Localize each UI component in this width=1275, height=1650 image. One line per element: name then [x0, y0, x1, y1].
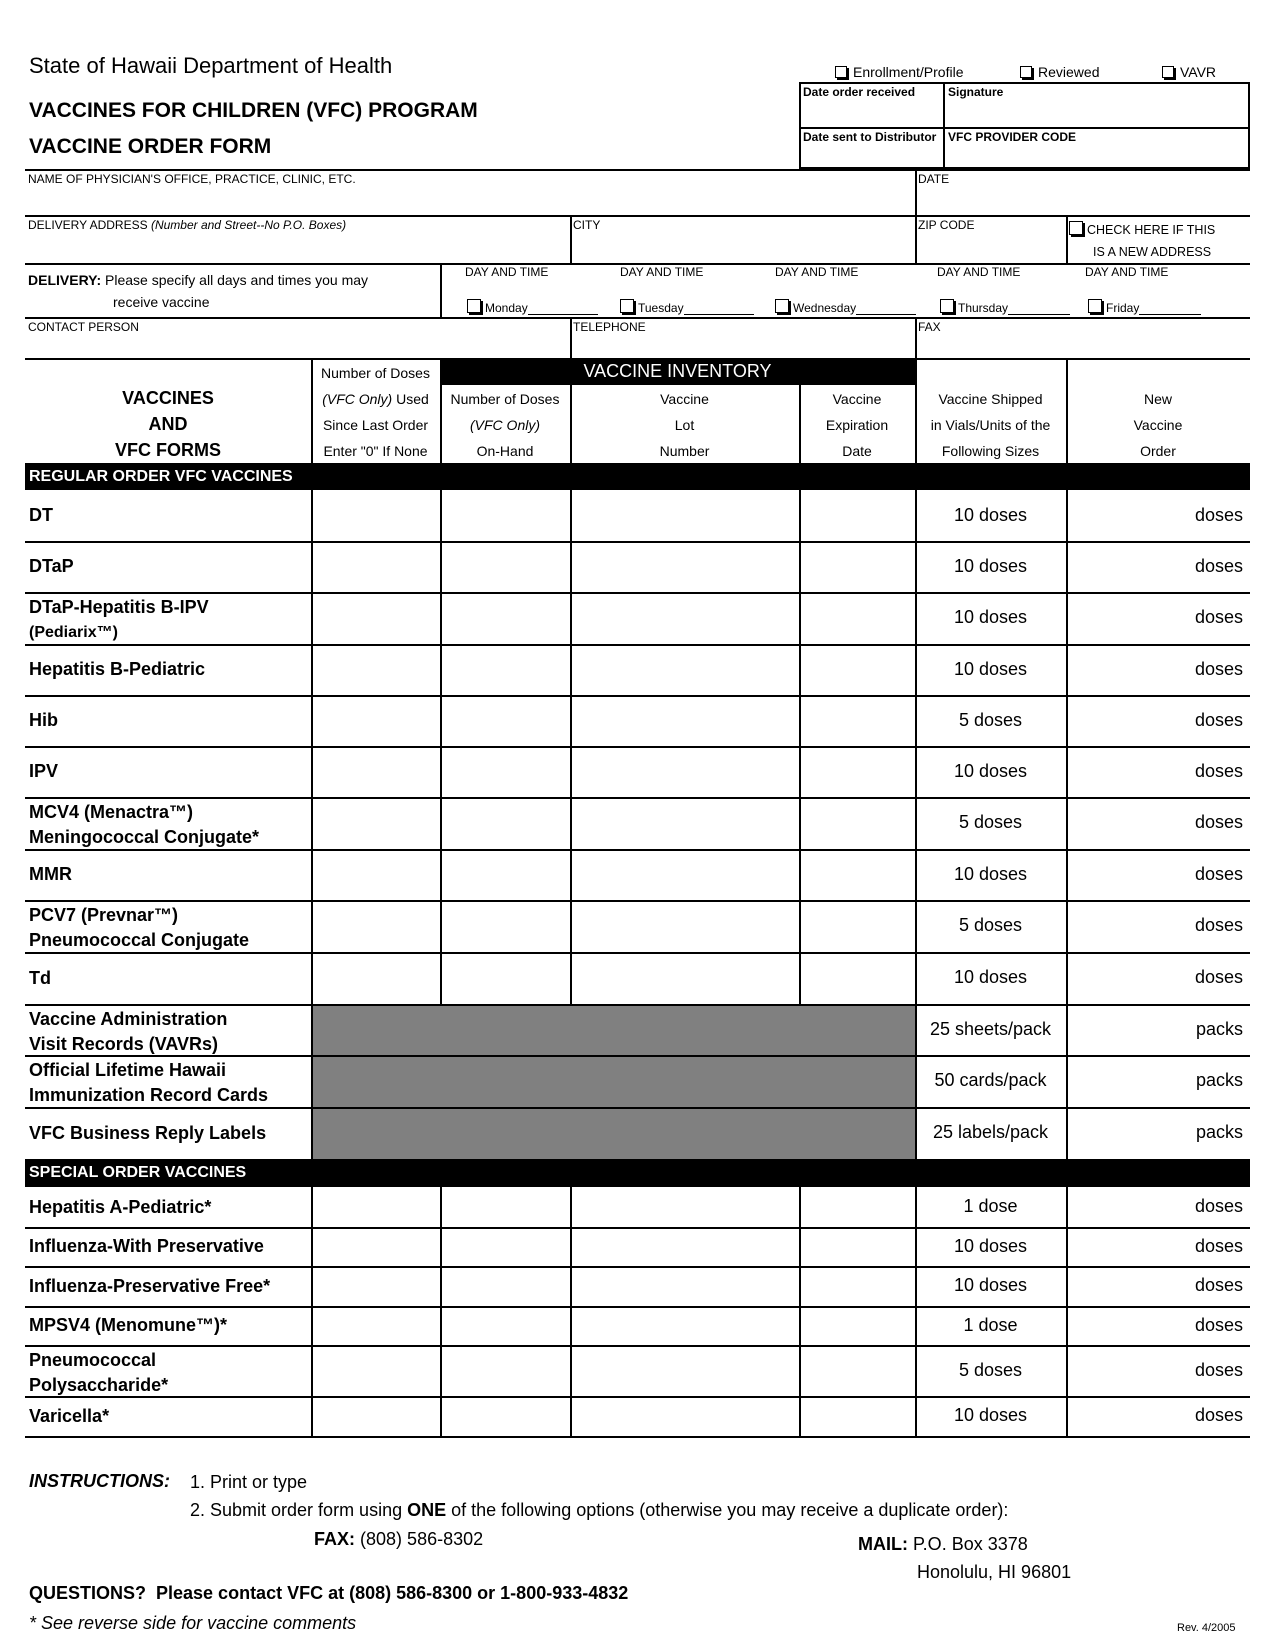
new-order-input[interactable]: doses [1194, 709, 1243, 730]
agency-name: State of Hawaii Department of Health [29, 53, 393, 78]
enrollment-label: Enrollment/Profile [853, 64, 964, 80]
enrollment-checkbox[interactable] [835, 64, 964, 80]
shipped-size: 5 doses [958, 812, 1023, 832]
vaccine-name [29, 1007, 227, 1057]
new-order-input[interactable]: packs [1195, 1122, 1243, 1142]
delivery-instructions [28, 269, 368, 313]
day-time-label: DAY AND TIME [1085, 265, 1169, 279]
shipped-size: 10 doses [953, 504, 1028, 525]
instructions-label: INSTRUCTIONS: [29, 1471, 170, 1491]
vaccine-name-line: MCV4 (Menactra™) [29, 802, 194, 822]
header-line: Expiration [825, 417, 889, 433]
doses-used-cell[interactable] [313, 1229, 439, 1265]
doses-onhand-cell[interactable] [442, 1268, 569, 1305]
doses-onhand-cell[interactable] [442, 748, 569, 796]
provider-code-field[interactable]: VFC PROVIDER CODE [948, 130, 1077, 144]
checkbox-icon [835, 66, 847, 78]
vaccine-name-line: Official Lifetime Hawaii [29, 1060, 227, 1080]
new-order-input[interactable]: doses [1194, 1275, 1243, 1295]
doses-used-cell[interactable] [313, 954, 439, 1003]
doses-onhand-cell[interactable] [442, 543, 569, 591]
new-order-input[interactable]: doses [1194, 760, 1243, 781]
date-field[interactable]: DATE [918, 172, 950, 186]
header-line: (VFC Only) [322, 391, 393, 407]
new-order-input[interactable]: doses [1194, 658, 1243, 679]
doses-onhand-cell[interactable] [442, 697, 569, 745]
header-line: in Vials/Units of the [930, 417, 1051, 433]
doses-used-cell[interactable] [313, 1398, 439, 1435]
new-order-input[interactable]: doses [1194, 607, 1243, 627]
shipped-size: 5 doses [958, 709, 1023, 730]
lot-number-cell[interactable] [572, 646, 798, 694]
vaccine-name [29, 1404, 109, 1429]
vaccine-name [29, 1195, 211, 1220]
expiration-date-cell[interactable] [801, 799, 914, 848]
checkbox-icon [1020, 66, 1032, 78]
mail-instruction [858, 1530, 1071, 1586]
lot-number-header [570, 386, 799, 464]
doses-onhand-cell[interactable] [442, 594, 569, 643]
vaccine-name [29, 1058, 268, 1108]
tuesday-checkbox[interactable] [620, 299, 754, 315]
day-time-label: DAY AND TIME [465, 265, 549, 279]
lot-number-cell[interactable] [572, 1268, 798, 1305]
expiration-date-cell[interactable] [801, 594, 914, 643]
lot-number-cell[interactable] [572, 1398, 798, 1435]
lot-number-cell[interactable] [572, 954, 798, 1003]
shipped-size: 1 dose [963, 1196, 1018, 1216]
vaccine-name-line: Hepatitis A-Pediatric* [29, 1196, 212, 1217]
day-time-label: DAY AND TIME [620, 265, 704, 279]
header-line: On-Hand [476, 443, 534, 459]
fax-instruction [314, 1529, 483, 1550]
lot-number-cell[interactable] [572, 1308, 798, 1344]
vaccine-name [29, 1234, 264, 1259]
friday-checkbox[interactable] [1088, 299, 1201, 315]
day-time-label: DAY AND TIME [937, 265, 1021, 279]
regular-section-bar: REGULAR ORDER VFC VACCINES [25, 463, 1250, 490]
shipped-size: 10 doses [953, 1405, 1028, 1425]
expiration-date-cell[interactable] [801, 1347, 914, 1395]
new-order-input[interactable]: doses [1194, 812, 1243, 832]
vaccine-name-line: DTaP [29, 556, 74, 576]
header-line: New [1143, 391, 1172, 407]
expiration-date-cell[interactable] [801, 697, 914, 745]
city-field[interactable]: CITY [573, 218, 601, 232]
day-label: Wednesday [793, 301, 857, 315]
step2-c: of the following options (otherwise you may receive a duplicate order): [451, 1500, 1009, 1520]
special-section-bar: SPECIAL ORDER VACCINES [25, 1159, 1250, 1187]
expiration-date-cell[interactable] [801, 851, 914, 899]
vaccine-name-sub: Pneumococcal Conjugate [29, 930, 250, 950]
thursday-checkbox[interactable] [940, 299, 1070, 315]
monday-checkbox[interactable] [467, 299, 598, 315]
program-title: VACCINES FOR CHILDREN (VFC) PROGRAM [29, 99, 478, 122]
doses-used-cell[interactable] [313, 697, 439, 745]
vaccine-name-line: Hepatitis B-Pediatric [29, 659, 206, 679]
vaccine-name [29, 1313, 227, 1338]
vaccine-name-line: PCV7 (Prevnar™) [29, 905, 179, 925]
inventory-header: VACCINE INVENTORY [440, 358, 915, 385]
vaccine-name [29, 503, 53, 528]
doses-used-cell[interactable] [313, 646, 439, 694]
footnote: * See reverse side for vaccine comments [29, 1613, 357, 1633]
shipped-size: 10 doses [953, 1235, 1028, 1256]
expiration-date-cell[interactable] [801, 1398, 914, 1435]
lot-number-cell[interactable] [572, 1229, 798, 1265]
vaccine-name-line: Influenza-Preservative Free* [29, 1275, 271, 1296]
day-time-label: DAY AND TIME [775, 265, 859, 279]
doses-onhand-cell[interactable] [442, 851, 569, 899]
new-order-input[interactable]: doses [1194, 504, 1243, 525]
vaccine-name [29, 1274, 270, 1299]
new-address-label-2: IS A NEW ADDRESS [1093, 245, 1212, 259]
shipped-size: 10 doses [953, 863, 1028, 884]
header-line: Vaccine [832, 391, 882, 407]
doses-used-cell[interactable] [313, 594, 439, 643]
expiration-date-cell[interactable] [801, 492, 914, 540]
vavr-checkbox[interactable] [1162, 64, 1216, 80]
vaccines-column-header [25, 385, 311, 463]
new-order-header [1066, 386, 1250, 464]
new-address-checkbox[interactable] [1069, 219, 1215, 263]
shipped-size: 10 doses [953, 607, 1028, 627]
shipped-size: 10 doses [953, 760, 1028, 781]
doses-onhand-cell[interactable] [442, 646, 569, 694]
shipped-size: 5 doses [958, 915, 1023, 935]
vaccine-name-line: Hib [29, 710, 58, 730]
step2-b: ONE [407, 1500, 447, 1520]
forms-gray-block [311, 1004, 915, 1159]
expiration-date-cell[interactable] [801, 1229, 914, 1265]
lot-number-cell[interactable] [572, 697, 798, 745]
header-line: (VFC Only) [470, 417, 540, 433]
new-order-input[interactable]: doses [1194, 967, 1243, 987]
vaccine-name [29, 708, 58, 733]
doses-onhand-cell[interactable] [442, 1308, 569, 1344]
checkbox-icon [1088, 299, 1102, 313]
vaccine-name [29, 759, 58, 784]
step2-a: 2. Submit order form using [190, 1500, 403, 1520]
new-order-input[interactable]: doses [1194, 915, 1243, 935]
lot-number-cell[interactable] [572, 492, 798, 540]
expiration-date-cell[interactable] [801, 748, 914, 796]
header-line: Vaccine Shipped [938, 391, 1043, 407]
fax-label: FAX: [314, 1529, 356, 1549]
shipped-size: 10 doses [953, 658, 1028, 679]
vaccine-name-sub: Meningococcal Conjugate* [29, 827, 260, 847]
vaccine-name [29, 903, 249, 953]
delivery-address-field[interactable] [28, 218, 346, 232]
revision-note: Rev. 4/2005 [1177, 1622, 1236, 1634]
fax-field[interactable]: FAX [918, 320, 941, 334]
new-order-input[interactable]: packs [1195, 1018, 1243, 1039]
vaccine-name [29, 1121, 266, 1146]
doses-used-cell[interactable] [313, 1308, 439, 1344]
new-order-input[interactable]: doses [1194, 1405, 1243, 1425]
vaccine-name [29, 657, 205, 682]
vaccine-name-line: IPV [29, 761, 59, 781]
header-line: VACCINES [122, 388, 214, 408]
new-order-input[interactable]: doses [1194, 1314, 1243, 1335]
expiration-date-cell[interactable] [801, 902, 914, 951]
mail-label: MAIL: [858, 1534, 908, 1554]
zip-field[interactable]: ZIP CODE [918, 218, 975, 232]
shipped-size: 5 doses [958, 1359, 1023, 1380]
date-order-received-field[interactable]: Date order received [803, 85, 916, 99]
checkbox-icon [940, 299, 954, 313]
doses-used-cell[interactable] [313, 1189, 439, 1226]
checkbox-icon [467, 299, 481, 313]
doses-used-cell[interactable] [313, 902, 439, 951]
mail-line-1: P.O. Box 3378 [913, 1534, 1028, 1554]
doses-onhand-cell[interactable] [442, 954, 569, 1003]
checkbox-icon [620, 299, 634, 313]
header-line: Vaccine [1133, 417, 1183, 433]
doses-used-cell[interactable] [313, 1347, 439, 1395]
vaccine-name-sub: (Pediarix™) [29, 624, 118, 641]
new-order-input[interactable]: packs [1195, 1070, 1243, 1090]
wednesday-checkbox[interactable] [775, 299, 916, 315]
signature-field[interactable]: Signature [948, 85, 1004, 99]
vaccine-name [29, 1348, 168, 1398]
delivery-address-note: (Number and Street--No P.O. Boxes) [150, 218, 347, 232]
fax-number: (808) 586-8302 [360, 1529, 484, 1549]
date-sent-field[interactable]: Date sent to Distributor [803, 130, 937, 144]
vaccine-name-line: DT [29, 505, 53, 525]
lot-number-cell[interactable] [572, 851, 798, 899]
delivery-text-2: receive vaccine [113, 294, 210, 310]
header-line: Number of Doses [450, 391, 560, 407]
questions-contact: QUESTIONS? Please contact VFC at (808) 586-8300 or 1-800-933-4832 [29, 1583, 629, 1603]
vaccine-name-line: Influenza-With Preservative [29, 1236, 264, 1256]
doses-used-header [311, 360, 440, 464]
header-line: VFC FORMS [115, 440, 221, 460]
shipped-size: 1 dose [963, 1314, 1018, 1335]
header-line: Number [659, 443, 710, 459]
expiration-date-cell[interactable] [801, 543, 914, 591]
reviewed-label: Reviewed [1038, 64, 1100, 80]
expiration-date-cell[interactable] [801, 1189, 914, 1226]
lot-number-cell[interactable] [572, 1347, 798, 1395]
new-order-input[interactable]: doses [1194, 1359, 1243, 1380]
vaccine-name-line: Varicella* [29, 1405, 110, 1426]
delivery-label: DELIVERY: [28, 272, 102, 288]
instruction-step-1: 1. Print or type [190, 1472, 308, 1492]
lot-number-cell[interactable] [572, 748, 798, 796]
lot-number-cell[interactable] [572, 594, 798, 643]
day-label: Thursday [958, 301, 1009, 315]
new-order-input[interactable]: doses [1194, 1196, 1243, 1216]
expiration-date-cell[interactable] [801, 646, 914, 694]
shipped-size: 50 cards/pack [934, 1070, 1047, 1090]
delivery-address-label: DELIVERY ADDRESS [28, 218, 148, 232]
doses-onhand-cell[interactable] [442, 799, 569, 848]
shipped-size: 25 labels/pack [932, 1122, 1049, 1142]
expiration-date-cell[interactable] [801, 1268, 914, 1305]
header-line: Since Last Order [322, 417, 429, 433]
contact-person-field[interactable]: CONTACT PERSON [28, 320, 139, 334]
vavr-label: VAVR [1180, 64, 1217, 80]
vaccine-name [29, 554, 74, 579]
doses-onhand-header [440, 386, 570, 464]
vaccine-name-line: DTaP-Hepatitis B-IPV [29, 597, 209, 617]
header-line: Vaccine [660, 391, 709, 407]
lot-number-cell[interactable] [572, 543, 798, 591]
shipped-size: 10 doses [953, 555, 1028, 576]
doses-used-cell[interactable] [313, 1268, 439, 1305]
header-line: Used [396, 391, 429, 407]
doses-used-cell[interactable] [313, 492, 439, 540]
header-line: Number of Doses [321, 365, 430, 381]
header-line: Lot [674, 417, 695, 433]
vaccine-name [29, 966, 51, 991]
vaccine-name-sub: Visit Records (VAVRs) [29, 1034, 219, 1054]
shipped-size: 10 doses [953, 1275, 1028, 1295]
checkbox-icon [1162, 66, 1174, 78]
vaccine-name-line: VFC Business Reply Labels [29, 1122, 267, 1143]
mail-line-2: Honolulu, HI 96801 [917, 1562, 1072, 1582]
header-line: Following Sizes [941, 443, 1040, 459]
header-line: AND [148, 414, 188, 434]
doses-onhand-cell[interactable] [442, 902, 569, 951]
vaccine-name [29, 595, 209, 645]
telephone-field[interactable]: TELEPHONE [573, 320, 646, 334]
lot-number-cell[interactable] [572, 1189, 798, 1226]
checkbox-icon [1069, 221, 1083, 235]
new-order-input[interactable]: doses [1194, 555, 1243, 576]
header-line: Order [1140, 443, 1176, 459]
doses-used-cell[interactable] [313, 799, 439, 848]
delivery-text-1: Please specify all days and times you may [105, 272, 369, 288]
vaccine-name-sub: Polysaccharide* [29, 1375, 169, 1395]
expiration-date-cell[interactable] [801, 954, 914, 1003]
day-label: Friday [1106, 301, 1140, 315]
vaccine-name-line: Pneumococcal [29, 1350, 157, 1370]
doses-used-cell[interactable] [313, 543, 439, 591]
shipped-size: 10 doses [953, 967, 1028, 987]
doses-onhand-cell[interactable] [442, 1398, 569, 1435]
vaccine-name-line: MMR [29, 864, 72, 884]
reviewed-checkbox[interactable] [1020, 64, 1099, 80]
lot-number-cell[interactable] [572, 799, 798, 848]
expiration-date-cell[interactable] [801, 1308, 914, 1344]
doses-used-cell[interactable] [313, 851, 439, 899]
shipped-sizes-header [915, 386, 1066, 464]
doses-onhand-cell[interactable] [442, 1347, 569, 1395]
doses-onhand-cell[interactable] [442, 1189, 569, 1226]
checkbox-icon [775, 299, 789, 313]
form-title: VACCINE ORDER FORM [29, 135, 272, 158]
vaccine-name-line: Vaccine Administration [29, 1009, 228, 1029]
new-order-input[interactable]: doses [1194, 1235, 1243, 1256]
instruction-step-2 [190, 1500, 1008, 1521]
expiration-header [799, 386, 915, 464]
day-label: Tuesday [638, 301, 684, 315]
header-line: Enter "0" If None [323, 443, 428, 459]
shipped-size: 25 sheets/pack [929, 1018, 1052, 1039]
new-address-label-1: CHECK HERE IF THIS [1087, 223, 1216, 237]
day-label: Monday [485, 301, 528, 315]
vaccine-name-line: Td [29, 967, 51, 988]
vaccine-name [29, 862, 72, 887]
new-order-input[interactable]: doses [1194, 863, 1243, 884]
vaccine-name-sub: Immunization Record Cards [29, 1085, 269, 1105]
lot-number-cell[interactable] [572, 902, 798, 951]
doses-onhand-cell[interactable] [442, 492, 569, 540]
header-line: Date [842, 443, 872, 459]
vaccine-name-line: MPSV4 (Menomune™)* [29, 1315, 228, 1335]
doses-onhand-cell[interactable] [442, 1229, 569, 1265]
physician-name-field[interactable]: NAME OF PHYSICIAN'S OFFICE, PRACTICE, CLINIC, ETC. [28, 172, 356, 186]
vaccine-name [29, 800, 259, 850]
doses-used-cell[interactable] [313, 748, 439, 796]
